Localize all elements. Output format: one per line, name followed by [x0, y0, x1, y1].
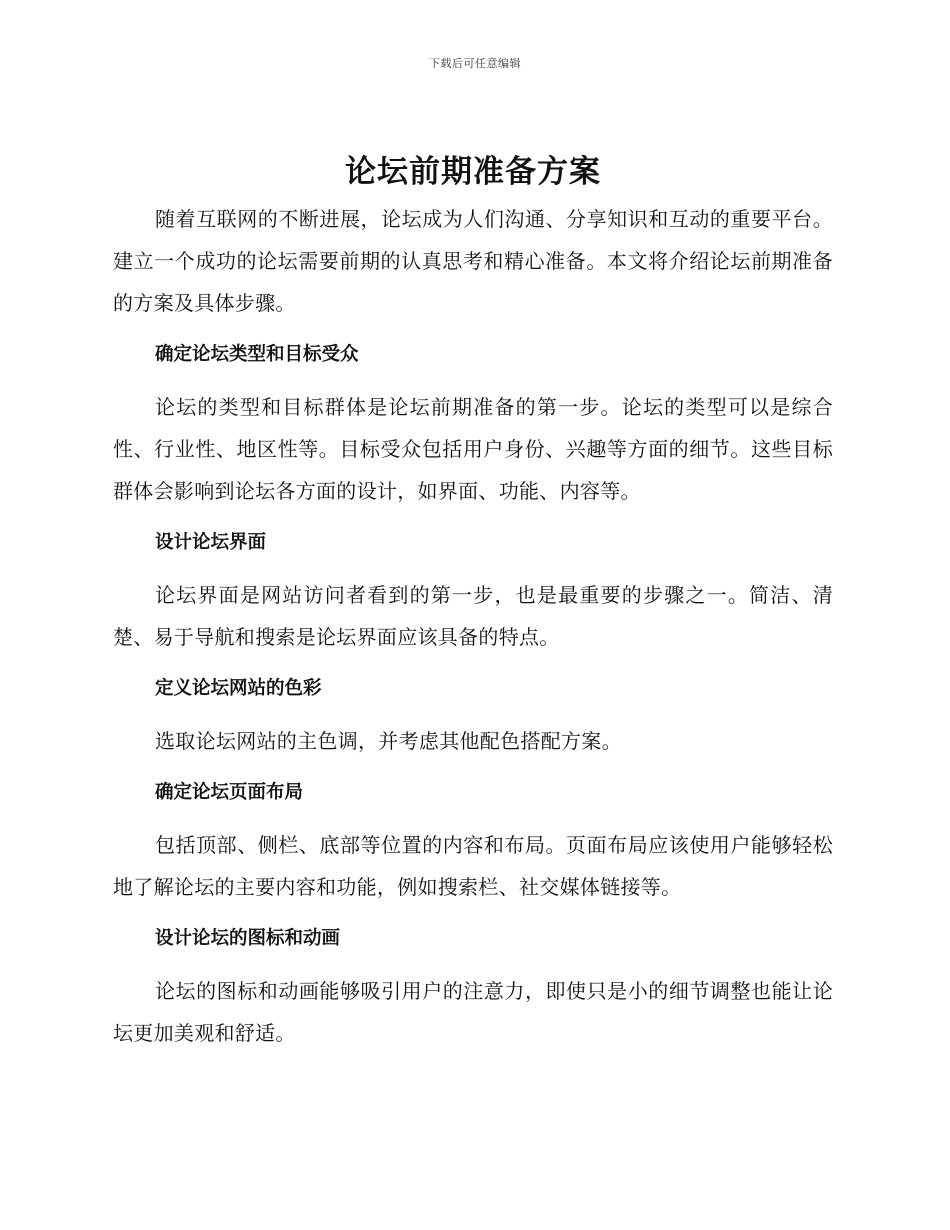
section-heading: 确定论坛页面布局 — [155, 782, 304, 803]
document-title: 论坛前期准备方案 — [345, 154, 601, 190]
section-paragraph: 论坛的图标和动画能够吸引用户的注意力，即使只是小的细节调整也能让论坛更加美观和舒适。 — [113, 979, 833, 1045]
header-note: 下载后可任意编辑 — [429, 57, 521, 70]
section-paragraph: 论坛的类型和目标群体是论坛前期准备的第一步。论坛的类型可以是综合性、行业性、地区性等。目标受众包括用户身份、兴趣等方面的细节。这些目标群体会影响到论坛各方面的设计，如界面、功能、内容等。 — [113, 395, 833, 503]
section-paragraph: 选取论坛网站的主色调，并考虑其他配色搭配方案。 — [155, 729, 622, 753]
section-forum-type — [113, 334, 833, 512]
section-heading: 确定论坛类型和目标受众 — [155, 344, 359, 365]
section-site-colors — [113, 668, 833, 762]
section-page-layout — [113, 772, 833, 908]
document-body — [113, 150, 833, 1054]
section-heading: 定义论坛网站的色彩 — [155, 678, 322, 699]
section-paragraph: 包括顶部、侧栏、底部等位置的内容和布局。页面布局应该使用户能够轻松地了解论坛的主要内容和功能，例如搜索栏、社交媒体链接等。 — [113, 833, 833, 899]
section-heading: 设计论坛的图标和动画 — [155, 928, 341, 949]
intro-paragraph: 随着互联网的不断进展，论坛成为人们沟通、分享知识和互动的重要平台。建立一个成功的论坛需要前期的认真思考和精心准备。本文将介绍论坛前期准备的方案及具体步骤。 — [113, 207, 833, 315]
section-forum-interface — [113, 522, 833, 658]
section-icons-animation — [113, 918, 833, 1054]
section-heading: 设计论坛界面 — [155, 532, 267, 553]
section-paragraph: 论坛界面是网站访问者看到的第一步，也是最重要的步骤之一。简洁、清楚、易于导航和搜索是论坛界面应该具备的特点。 — [113, 583, 833, 649]
